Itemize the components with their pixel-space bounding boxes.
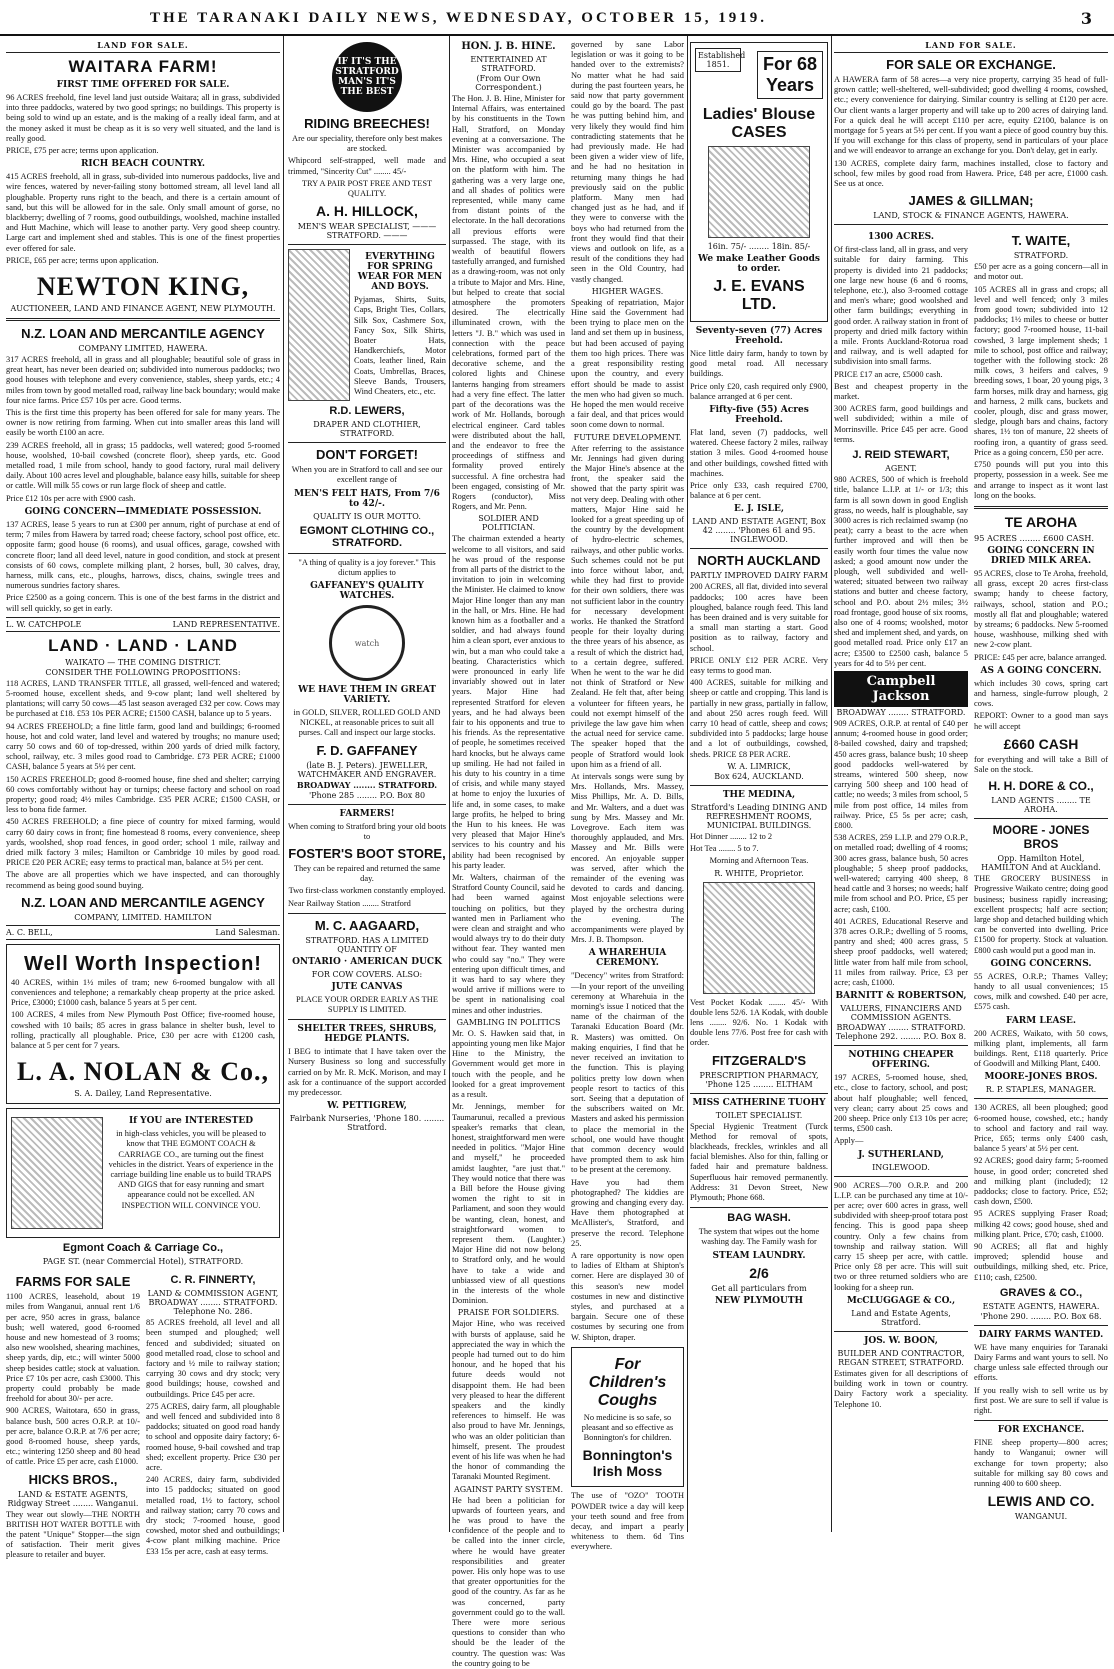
divider xyxy=(288,553,446,554)
ad-text: 200 ACRES, Waikato, with 50 cows, milking plant, implements, all farm buildings. Rent, £118 quarterly. Price of Goodwill and Milking Plant, £400. xyxy=(974,1028,1108,1069)
ad-title: RIDING BREECHES! xyxy=(304,116,430,131)
column-rule xyxy=(687,36,688,1532)
ad-text: 118 ACRES, LAND TRANSFER TITLE, all grassed, well-fenced and watered; 5-roomed house, excellent sheds, and 9-cow plant; land well sheltered by plantations; will carry 50 cows—45 last season averaged £32 per cow. Cows may be purchased at £18. £53 10s PER ACRE; £1500 CASH, balance up to 5 years. xyxy=(6,678,280,719)
ad-text: 1100 ACRES, leasehold, about 19 miles from Wanganui, annual rent 1/6 per acre, 950 acres in grass, balance bush; well watered, good 6-roomed house and new homestead of 3 rooms; also new woolshed, shearing machines, sheep yards, dip, etc.; will winter 5000 sheep besides cattle; stock at valuation. Price £7 10s per acre, cash £3000. This property could probably be made freehold for about 30/- per acre. xyxy=(6,1292,140,1404)
ad-sub: Land and Estate Agents, Stratford. xyxy=(851,1308,951,1327)
ad-text: Price £12 10s per acre with £900 cash. xyxy=(6,493,136,503)
ad-text: 100 ACRES, 4 miles from New Plymouth Post Office; five-roomed house, cowshed with 10 bails; 85 acres in grass balance in shelter bush, level to rolling, practically all ploughable. Price, £30 per acre with £1200 cash, balance at 5 per cent for 7 years. xyxy=(11,1010,275,1050)
ad-text: 538 ACRES, 259 L.I.P. and 279 O.R.P., on metalled road; dwelling of 4 rooms; 300 acres grass, balance bush, 50 acres ploughable; 5 sheep proof paddocks, well-watered; carrying 400 sheep, 8 head cattle and 3 horses; no weeds; half mile from school and P.O. Price, £5 per acre; cash, £100. xyxy=(834,833,968,914)
ad-subtitle: DAIRY FARMS WANTED. xyxy=(978,1329,1104,1340)
sig-name: A. C. BELL, xyxy=(6,927,53,937)
ad-sub: PARTLY IMPROVED DAIRY FARM xyxy=(690,571,828,581)
article-text: "Decency" writes from Stratford:—In your report of the unveiling ceremony at Wharehuia in the morning's issue I noticed that the name of the chairman of the Taranaki Education Board (Mr. R. Masters) was omitted. On making enquiries, I find that he never received an invitation to the function. This is playing politics pretty low down when people resort to tactics of this sort. Seeing that a deputation of the subscribers waited on Mr. Masters and asked his permission to place the memorial in the school, one would have thought that common decency would have prompted them to ask him to be present at the ceremony. xyxy=(571,971,684,1175)
divider xyxy=(834,1176,968,1177)
ad-subtitle: McCLUGGAGE & CO., xyxy=(846,1295,956,1306)
column-5 xyxy=(834,38,1108,1530)
ad-subtitle: NOTHING CHEAPER OFFERING. xyxy=(848,1050,954,1071)
article-subhead: HIGHER WAGES. xyxy=(591,286,664,296)
article-text: The Hon. J. B. Hine, Minister for Internal Affairs, was entertained by his constituents in the Town Hall, Stratford, on Monday evening at a conversazione. The Minister was accompanied by Mrs. Hine, who occupied a seat on the platform with him. The gathering was a very large one, and all shades of politics were represented, while many came from distant points of the electorate. In the hall decorations all previous efforts were surpassed. The stage, with its wealth of beautiful flowers tastefully arranged, and furnished as a drawing-room, was not only a tribute to Major and Mrs. Hine, but helped to create that social atmosphere the promoters desired. The electrically illuminated crown, with the letters "J. B." which was used in connection with the peace celebrations, formed part of the decorative scheme, and the colored lights and Chinese lanterns hanging from streamers had a very fine effect. The latter part of the decorations was the work of Mr. Hollands, borough electrical engineer. Card tables were distributed about the hall, and the endeavor to free the proceedings of stiffness and formality proved entirely successful. A fine orchestra had been engaged, consisting of Mr. Rogers (conductor), Miss Rogers, and Mr. Penn. xyxy=(452,94,565,512)
ad-text: When coming to Stratford bring your old boots to xyxy=(288,821,446,841)
ad-subtitle: THE MEDINA, xyxy=(722,789,796,800)
ad-sub: R. P. STAPLES, MANAGER. xyxy=(985,1085,1097,1095)
ad-title: FOSTER'S BOOT STORE, xyxy=(288,846,446,862)
ad-text: PRICE ONLY £12 PER ACRE. Very easy terms to good man. xyxy=(690,655,828,676)
ad-subtitle: E. J. ISLE, xyxy=(734,504,784,515)
ad-text: £750 pounds will put you into this property, possession in a week. See me and arrange to inspect as it wont last long on the books. xyxy=(974,460,1108,500)
ad-title: GRAVES & CO., xyxy=(999,1286,1083,1299)
carriage-illustration xyxy=(11,1117,103,1229)
newspaper-title: THE TARANAKI DAILY NEWS, WEDNESDAY, OCTOBER 15, 1919. xyxy=(150,10,768,26)
ad-text: Estimates given for all descriptions of building work in town or country. Dairy Factory work a speciality. Telephone 10. xyxy=(834,1368,968,1409)
divider xyxy=(974,1420,1108,1421)
ad-subtitle: W. PETTIGREW, xyxy=(327,1101,407,1112)
article-text: Mr. Jennings, member for Taumarunui, recalled a previous speaker's remarks that clean, honest, straightforward men were needed in politics. "Major Hine and myself," he proceeded amidst laughter, "are just that." They would notice that there was a Bill before the House giving women the right to sit in Parliament, and soon they would be wanting, clean, honest, and straightforward women to represent them. (Laughter.) Major Hine did not now belong to Stratford only, and he would have to take a wide and unbiassed view of all questions in the interests of the whole Dominion. xyxy=(452,1102,565,1306)
ad-sub: (late B. J. Peters). JEWELLER, WATCHMAKER AND ENGRAVER. xyxy=(297,760,437,779)
two-col-block xyxy=(6,1270,280,1562)
ad-subtitle: JUTE CANVAS xyxy=(331,981,403,992)
ad-text: 450 ACRES FREEHOLD; a fine piece of country for mixed farming, would carry 60 dairy cows in front; fine homestead 8 rooms, every convenience, sheep yards, woolshed, shop road fences, in good order; school 1 mile, railway and dried milk factory 3 miles; Hamilton or Cambridge 10 miles by good road. PRICE £20 PER ACRE; easy terms to practical man, balance at 5½ per cent. xyxy=(6,817,280,868)
article-text: Major Hine, who was received with bursts of applause, said he appreciated the way in which the people had turned out to do him honour, and he hoped that his future deeds would not disappoint them. He had been very pleased to hear the different speakers and the kindly references to himself. He was also proud to have Mr. Jennings, who was an older politician than himself, present. The proudest event of his life was when he had the honor of commanding the Taranaki Mounted Regiment. xyxy=(452,1319,565,1482)
ad-title: L. A. NOLAN & Co., xyxy=(16,1057,269,1087)
article-text: A rare opportunity is now open to ladies of Eltham at Shipton's corner. Here are displayed 30 of this season's new model costumes in new and distinctive styles, and purchased at a bargain. Secure one of these costumes by securing one from W. Shipton, draper. xyxy=(571,1250,684,1342)
ad-text: If you really wish to sell write us by first post. We are sure to sell if value is right. xyxy=(974,1385,1108,1416)
ad-text: PRICE: £45 per acre, balance arranged. xyxy=(974,652,1107,662)
divider xyxy=(288,804,446,805)
evans-ad xyxy=(690,42,828,322)
ad-text: 55 ACRES, O.R.P.; Thames Valley; handy to all usual conveniences; 15 cows, milk and cowshed. £40 per acre, £575 cash. xyxy=(974,971,1108,1012)
ad-text: WE have many enquiries for Taranaki Dairy Farms and want yours to sell. No charge unless sale effected through our efforts. xyxy=(974,1342,1108,1383)
ad-subtitle: FARMERS! xyxy=(339,808,395,819)
ad-text: Pyjamas, Shirts, Suits, Caps, Bright Ties, Collars, Silk Sox, Cashmere Sox, Fancy Sox, Silk Shirts, Boater Hats, Handkerchiefs, Motor Coats, leather lined, Rain Coats, Umbrellas, Braces, Sleeve Bands, Trousers, Wind Cheaters, etc., etc. xyxy=(354,295,446,397)
ad-sub: Stratford's Leading DINING AND REFRESHMENT ROOMS, MUNICIPAL BUILDINGS. xyxy=(690,802,828,830)
ad-text: for everything and will take a Bill of Sale on the stock. xyxy=(974,754,1108,774)
signature xyxy=(6,617,280,632)
divider xyxy=(288,1019,446,1020)
ad-text: 400 ACRES, suitable for milking and sheep or cattle and cropping. This land is partially in new grass, partially in fallow, and about 250 acres rough feed. Will carry 10 head of cattle, sheep and cows; subdivided into 5 paddocks; large house and a lot of outbuildings, cowshed, sheds. PRICE £8 PER ACRE. xyxy=(690,678,828,759)
divider xyxy=(974,506,1108,509)
article-headline: A WHAREHUIA CEREMONY. xyxy=(588,948,667,969)
ad-title: EGMONT CLOTHING CO., STRATFORD. xyxy=(299,524,435,549)
divider xyxy=(974,818,1108,819)
ad-title: WAITARA FARM! xyxy=(68,57,218,76)
divider xyxy=(288,442,446,443)
ad-title: LAND · LAND · LAND xyxy=(48,635,238,655)
divider xyxy=(690,1093,828,1094)
ad-sub: Fairbank Nurseries, 'Phone 180. ........ Stratford. xyxy=(289,1114,445,1133)
ad-sub: Box 624, AUCKLAND. xyxy=(714,771,804,781)
ad-text: 200 ACRES, all flat, divided into several paddocks; 100 acres have been ploughed, balance rough feed. This land has been drained and is very suitable for a small man starting a start. Good position as to railway, factory and school. xyxy=(690,582,828,653)
ad-subtitle: RICH BEACH COUNTRY. xyxy=(80,159,206,170)
ad-text: £50 per acre as a going concern—all in and motor out. xyxy=(974,262,1108,282)
ad-title: £660 CASH xyxy=(1003,735,1079,752)
ad-title: Bonnington's Irish Moss xyxy=(582,1447,673,1480)
ad-title: T. WAITE, xyxy=(1011,233,1071,249)
two-col-block xyxy=(288,249,446,401)
ad-text: Of first-class land, all in grass, and very suitable for dairy farming. This property is divided into 21 paddocks; one large new house (6 and 6 rooms, telephone, etc.), also 3-roomed cottage and men's whare; good woolshed and other farm buildings; everything in good order. A railway station in front of property and dried milk factory within a mile. Fronts Auckland-Rotorua road and railway, and is well adapted for subdivision into small farms. xyxy=(834,245,968,367)
ad-sub: QUALITY IS OUR MOTTO. xyxy=(313,511,421,521)
page-number: 3 xyxy=(1080,9,1092,28)
ad-subtitle: If YOU are INTERESTED xyxy=(128,1116,254,1127)
ad-sub: TOILET SPECIALIST. xyxy=(715,1110,803,1120)
article-text: After referring to the assistance Mr. Jennings had given during the Major Hine's absence at the front, the speaker said the showed that the party spirit was not very deep. Dealing with other matters, Major Hine said he looked for a great speeding up of the country by the development of hydro-electric schemes, railways, and other public works. Such schemes could not be put into force without labor, and, while they had first to provide for their own soldiers, there was not sufficient labor in the country for necessary development works. He thanked the Stratford people for their loyalty during the three years of his absence, as a result of which the district had, to a certain degree, suffered. When he went to the war he did not think of Stratford or New Zealand. He felt that, after being a volunteer for fifteen years, he could not exempt himself of the privilege the law gave him when the actual need for service came. The speaker hoped that the people of Stratford would look upon him as a friend of all. xyxy=(571,443,684,769)
divider xyxy=(834,1045,968,1046)
stratford-badge: IF IT'S THE STRATFORD MAN'S IT'S THE BEST xyxy=(332,42,402,112)
ad-subtitle: J. SUTHERLAND, xyxy=(858,1149,944,1160)
ad-title: N.Z. LOAN AND MERCANTILE AGENCY xyxy=(21,894,265,910)
ad-sub: PRESCRIPTION PHARMACY, 'Phone 125 ........ ELTHAM xyxy=(699,1070,819,1089)
ad-subtitle: WE HAVE THEM IN GREAT VARIETY. xyxy=(298,685,436,706)
ad-text: 85 ACRES freehold, all level and all been stumped and ploughed; well fenced and subdivided; situated on good metalled road, close to school and factory and ½ mile to railway station; carrying 30 cows and dry stock; very good buildings; house, cowshed and outbuildings. Price £45 per acre. xyxy=(146,1318,280,1399)
column-rule xyxy=(449,36,450,1532)
ad-text: Hot Tea ........ 5 to 7. xyxy=(690,844,759,854)
ad-sub: COMPANY LIMITED, HAWERA. xyxy=(78,344,208,354)
ad-sub: BROADWAY ........ STRATFORD. Telephone 292. ........ P.O. Box 8. xyxy=(835,1023,967,1042)
ad-title: H. H. DORE & CO., xyxy=(988,779,1094,794)
ad-text: 137 ACRES, lease 5 years to run at £300 per annum, right of purchase at end of term; 7 miles from Hawera by tarred road; cheese factory, school post office, etc. opposite farm; good house (6 rooms), and usual offices, garage, cowshed with concrete floor; land all deed level, nature in good condition, and stock at present consists of 60 cows, complete milking plant, 2 horses, bull, 30 calves, dray, harness, milk cans, etc., ploughs, harrows, discs, chains, swingle trees and numerous sundries factory shares. xyxy=(6,519,280,591)
ad-text: Best and cheapest property in the market. xyxy=(834,381,968,402)
ad-text: 92 ACRES; good dairy farm; 5-roomed house, in good order; concreted shed and milking plant (included); 12 paddocks; close to factory. Price, £52; cash down, £500. xyxy=(974,1156,1108,1207)
ad-sub: VALUERS, FINANCIERS AND COMMISSION AGENTS. xyxy=(840,1004,962,1023)
ad-text: 197 ACRES, 5-roomed house, shed, etc., close to factory, school, and post; about half ploughable; well fenced, very clean; carry about 25 cows and 200 sheep. Price only £13 10s per acre; terms, £500 cash. xyxy=(834,1073,968,1134)
article-text: Mr. O. S. Hawken said that, in appointing young men like Major Hine to the Ministry, the Government would get more in touch with the people, and he looked for a great improvement as a result. xyxy=(452,1028,565,1100)
column-rule xyxy=(283,36,284,1532)
ad-title: C. R. FINNERTY, xyxy=(170,1274,256,1287)
ad-text: which includes 30 cows, spring cart and harness, single-furrow plough, 2 cows. xyxy=(974,678,1108,709)
ad-title: LEWIS AND CO. xyxy=(987,1493,1095,1510)
divider xyxy=(288,244,446,245)
ad-title: TE AROHA xyxy=(1004,513,1078,530)
ad-subtitle: AS A GOING CONCERN. xyxy=(980,665,1102,676)
ad-sub: 95 ACRES ........ £600 CASH. xyxy=(974,532,1094,543)
ad-text: 900 ACRES, Waitotara, 650 in grass, balance bush, 500 acres O.R.P. at 10/- per acre, balance O.R.P. at 7/6 per acre; good 8-roomed house, sheep yards, etc.; wintering 1250 sheep and 80 head of cattle. Price £5 per acre, cash £1000. xyxy=(6,1406,140,1467)
divider xyxy=(834,1331,968,1332)
ad-sub: WANGANUI. xyxy=(1014,1512,1068,1522)
article-text: governed by sane Labor legislation or was it going to be handed over to the extremists? No matter what he had said during the past fourteen years, he said now that party government could go by the board. The past he was putting behind him, and very likely they would find him contradicting statements that he had previously made. He had been given a wider view of life, and he had no hesitation in returning many things he had previously said on the public platform. Many men had changed just as he had, and if they were to converse with the boys who had returned from the front they would find that their views and outlook on life, as a result of the conditions they had seen in the Old Country, had vastly changed. xyxy=(571,40,684,284)
ad-title: Well Worth Inspection! xyxy=(24,952,262,975)
ad-subtitle: NEW PLYMOUTH xyxy=(714,1295,804,1306)
ad-text: Whipcord self-strapped, well made and trimmed, "Sincerity Cut" ........ 45/- xyxy=(288,156,446,176)
ad-title: F. D. GAFFANEY xyxy=(316,742,418,758)
column-1 xyxy=(6,38,280,1560)
campbell-banner: Campbell Jackson xyxy=(834,671,968,707)
ad-sub: INGLEWOOD. xyxy=(872,1162,930,1172)
price: 2/6 xyxy=(749,1264,769,1281)
ad-sub: CONSIDER THE FOLLOWING PROPOSITIONS: xyxy=(45,667,241,677)
ad-text: The above are all properties which we have inspected, and can thoroughly recommend as being good sound buying. xyxy=(6,870,280,890)
ad-text: 95 ACRES, close to Te Aroha, freehold, all grass, except 20 acres first-class swamp; handy to cheese factory, railways, school, station and P.O.; mostly all flat and ploughable; watered by streams; 6 paddocks. New 5-roomed house, washhouse, milking shed with new 2-cow plant. xyxy=(974,568,1108,650)
ad-text: This is the first time this property has been offered for sale for many years. The owner is now retiring from farming. When cut into smaller areas this land will easily be worth £100 an acre. xyxy=(6,408,280,438)
column-3 xyxy=(452,38,684,1668)
watch-label: watch xyxy=(354,638,380,648)
ad-sub: LAND AND ESTATE AGENT, Box 42 ........ 'Phones 61 and 95. INGLEWOOD. xyxy=(692,517,826,545)
ad-text: They wear out slowly—THE NORTH BRITISH HOT WATER BOTTLE with the patent "Unique" Stopper—the sign of satisfaction. Their merit gives pleasure to retailer and buyer. xyxy=(6,1509,140,1560)
ad-sub: PAGE ST. (near Commercial Hotel), STRATFORD. xyxy=(42,1257,244,1267)
ad-text: A HAWERA farm of 58 acres—a very nice property, carrying 35 head of full-grown cattle; well-sheltered, well-subdivided; good dwelling 4 rooms, cowshed, etc.; every convenience for dairying. Similar country is selling at £120 per acre. Our client wants a larger property and will take up to 200 acres of dairying land. For a quick deal he will accept £110 per acre, equity £2100, balance is on mortgage for 5 years at 5½ per cent. If you want a piece of good country buy this. If you will exchange for this class of property, send in particulars of your place and we will endeavor to arrange an exchange for you. Don't delay, get in early. xyxy=(834,75,1108,156)
ad-title: FOR SALE OR EXCHANGE. xyxy=(886,57,1056,72)
ad-subtitle: FIRST TIME OFFERED FOR SALE. xyxy=(56,80,230,90)
ad-subtitle: SHELTER TREES, SHRUBS, HEDGE PLANTS. xyxy=(297,1024,437,1045)
ad-title: J. E. EVANS LTD. xyxy=(713,278,805,313)
ad-text: 401 ACRES, Educational Reserve and 378 acres O.R.P.; dwelling of 5 rooms, pantry and shed; 400 acres grass, 5 sheep proof paddocks, well watered; little water from half mile from school, 11 miles from railway. Price, £3 per acre; cash, £1000. xyxy=(834,916,968,988)
ad-box xyxy=(6,944,280,1104)
ad-title: NEWTON KING, xyxy=(36,272,250,302)
ad-sub: BUILDER AND CONTRACTOR, REGAN STREET, STRATFORD. xyxy=(837,1348,965,1367)
watch-illustration xyxy=(329,605,405,681)
ad-subtitle: MEN'S FELT HATS, From 7/6 to 42/-. xyxy=(294,488,440,509)
ad-text: Two first-class workmen constantly employed. xyxy=(288,886,446,896)
ad-title: J. REID STEWART, xyxy=(852,449,950,462)
article-text: At intervals songs were sung by Mrs. Hollands, Mrs. Massey, Miss Phillips, Mr. A. D. Bills, and Mr. Walters, and a duet was sung by Mrs. Massey and Mr. Lovegrove. Each item was thoroughly applauded, and Mrs. Massey and Mr. Bills were encored. An enjoyable supper was served, after which the remainder of the evening was devoted to cards and dancing. Most enjoyable selections were played by the orchestra during the evening. The accompaniments were played by Mrs. J. B. Thompson. xyxy=(571,772,684,945)
ad-subtitle: MOORE-JONES BROS. xyxy=(984,1072,1098,1083)
ad-subtitle: EVERYTHING FOR SPRING WEAR FOR MEN AND BOYS. xyxy=(357,252,443,293)
ad-subtitle: GOING CONCERN—IMMEDIATE POSSESSION. xyxy=(24,506,262,517)
sig-title: Land Salesman. xyxy=(215,927,280,937)
ad-text: 275 ACRES, dairy farm, all ploughable and well fenced and subdivided into 8 paddocks; situated on good road handy to school and opposite dairy factory; 6-roomed house, 9-bail cowshed and trap shed; excellent property. Price £30 per acre. xyxy=(146,1401,280,1473)
ad-subtitle: FOR EXCHANCE. xyxy=(997,1425,1085,1436)
ad-sub: 16in. 75/- ........ 18in. 85/- xyxy=(707,242,811,251)
ad-sub: STRATFORD. HAS A LIMITED QUANTITY OF xyxy=(305,935,429,954)
ad-text: No medicine is so safe, so pleasant and so effective as Bonnington's for children. xyxy=(581,1412,674,1443)
masthead xyxy=(0,0,1114,36)
divider xyxy=(288,913,446,914)
ad-sub: MEN'S WEAR SPECIALIST, ——— STRATFORD. ——— xyxy=(297,222,437,241)
ad-sub: S. A. Dailey, Land Representative. xyxy=(74,1089,212,1099)
ad-title: R.D. LEWERS, xyxy=(329,405,405,418)
ad-subtitle: GAFFANEY'S QUALITY WATCHES. xyxy=(310,581,424,602)
ad-text: 900 ACRES—700 O.R.P. and 200 L.I.P. can be purchased any time at 10/- per acre; over 600 acres in grass, well subdivided with sheep-proof totara post fencing. This is good papa sheep country. Only a few chains from township and railway station. Will carry 15 sheep per acre, with cattle. Price only £8 per acre. This will suit two or three returned soldiers who are looking for a sheep run. xyxy=(834,1180,968,1292)
ad-text: Nice little dairy farm, handy to town by good metal road. All necessary buildings. xyxy=(690,349,828,379)
ad-text: 95 ACRES supplying Fraser Road; milking 42 cows; good house, shed and milking plant. Price, £70; cash, £1000. xyxy=(974,1209,1108,1239)
ad-sub: AGENT. xyxy=(885,464,917,474)
ad-text: PRICE, £65 per acre; terms upon application. xyxy=(6,255,159,265)
ad-text: I BEG to intimate that I have taken over the Nursery Business so long and successfully carried on by Mr. R. McK. Morison, and may I ask for a continuance of the support accorded my predecessor. xyxy=(288,1047,446,1098)
divider xyxy=(690,785,828,786)
ad-sub: W. A. LIMRICK, xyxy=(727,761,791,771)
ad-text: Hot Dinner ........ 12 to 2 xyxy=(690,831,773,841)
column-2 xyxy=(288,38,446,1530)
sig-name: L. W. CATCHPOLE xyxy=(6,619,82,629)
ad-sub: LAND & COMMISSION AGENT, BROADWAY ........ STRATFORD. Telephone No. 286. xyxy=(147,1289,279,1317)
ad-text: PRICE, £75 per acre; terms upon application. xyxy=(6,146,159,156)
two-col-block xyxy=(834,229,1108,1522)
ad-text: in high-class vehicles, you will be pleased to know that THE EGMONT COACH & CARRIAGE CO., are turning out the finest vehicles in the district. Years of experience in the carriage building line enable us to build TRAPS AND GIGS that for easy running and smart appearance could not be excelled. AN INSPECTION WILL CONVINCE YOU. xyxy=(108,1129,274,1210)
ad-sub: BROADWAY ........ STRATFORD. xyxy=(296,779,438,790)
article-subhead: FUTURE DEVELOPMENT. xyxy=(573,432,682,442)
ad-sub: FOR COW COVERS. ALSO: xyxy=(311,969,423,979)
ad-text: 40 ACRES, within 1½ miles of tram; new 6-roomed bungalow with all conveniences and telephone; a remarkably cheap property at the price asked. Price, £3000; £1000 cash, balance 5 years at 5 per cent. xyxy=(11,977,275,1008)
ad-subtitle: GOING CONCERNS. xyxy=(990,958,1092,969)
article-text: The use of "OZO" TOOTH POWDER twice a day will keep your teeth sound and free from decay, and impart a pearly whiteness to them. 6d Tins everywhere. xyxy=(571,1491,684,1552)
ad-text: PLACE YOUR ORDER EARLY AS THE SUPPLY IS LIMITED. xyxy=(296,994,438,1015)
ad-text: 980 ACRES, 500 of which is freehold title, balance L.I.P. at 1/- or 1/3; this farm is all sown down in good English grass, no weeds, half is ploughable, say 3000 acres is rich reclaimed swamp (no peat); carry a beast to the acre when further improved and will then be easily worth four times the value now asked; a good amount now under the plough, well subdivided and well-watered; situated between two railway stations and butter and cheese factory, school and P.O. about 2½ miles; 3½ road frontage, good house of six rooms, also one of 4 rooms; woolshed, motor shed and implement shed, and yards, on good metalled road. Price only £17 an acre; £3500 to £2500 cash, balance 5 years for 4d to 5½ per cent. xyxy=(834,475,968,668)
article-right xyxy=(571,38,684,1552)
ad-sub: ESTATE AGENTS, HAWERA. xyxy=(982,1301,1100,1311)
section-head: LAND FOR SALE. xyxy=(6,40,280,53)
ad-subtitle: MISS CATHERINE TUOHY xyxy=(692,1097,826,1108)
ad-text: Price £2500 as a going concern. This is one of the best farms in the district and will sell quickly, so get in early. xyxy=(6,593,280,613)
sig-title: LAND REPRESENTATIVE. xyxy=(172,619,280,629)
ad-text: 909 ACRES, O.R.P. at rental of £40 per annum; 4-roomed house in good order; 8-bailed cowshed, dairy and trapshed; 450 acres grass, balance bush; 10 sheep good paddocks well-watered by streams, wintered 500 sheep, now carrying 500 sheep and 100 head of cattle; no weeds; 3 miles from school, 5 mile from post office, 14 miles from railway. Price, £5 5s per acre; cash, £800. xyxy=(834,718,968,830)
est-badge: Established 1851. xyxy=(695,48,741,72)
article-text: Speaking of repatriation, Major Hine said the Government had been trying to place men on the land and set them up in business, but had been accused of paying them too high prices. There was a great responsibility resting upon the country, and every effort should be made to assist the men who had given so much. He hoped the men would receive a fair deal, and that prices would soon come down to normal. xyxy=(571,297,684,430)
ad-text: Vest Pocket Kodak ........ 45/- With double lens 52/6. 1A Kodak, with double lens ........ 92/6. No. 1 Kodak with double lens 77/6. Post free for cash with order. xyxy=(690,997,828,1048)
ad-sub: R. WHITE, Proprietor. xyxy=(714,868,804,878)
ad-text: 90 ACRES; all flat and highly improved; splendid house and outbuildings, milking shed, etc. Price, £110; cash, £2500. xyxy=(974,1242,1108,1282)
column-rule xyxy=(831,36,832,1532)
kodak-illustration xyxy=(703,882,815,994)
ad-sub: LAND, STOCK & FINANCE AGENTS, HAWERA. xyxy=(873,211,1069,221)
ad-title: JAMES & GILLMAN; xyxy=(908,193,1034,209)
divider xyxy=(834,224,1108,225)
article-text: He had been a politician for upwards of fourteen years, and he was proud to have the confidence of the people and to be called into the inner circle, where he would have greater responsibilities and greater power. His only hope was to use that greater opportunities for the good of the country. As far as he was concerned, party government could go to the wall. There were more serious questions to consider than who should be the leader of the country. The question was: Was the country going to be xyxy=(452,1495,565,1668)
ad-sub: AUCTIONEER, LAND AND FINANCE AGENT, NEW PLYMOUTH. xyxy=(10,304,276,314)
article-subhead: PRAISE FOR SOLDIERS. xyxy=(457,1308,560,1318)
ad-text: Morning and Afternoon Teas. xyxy=(709,856,809,866)
ad-text: 94 ACRES FREEHOLD; a fine little farm, good land and buildings; 6-roomed house, hot and cold water, land level and watered by troughs; no manure used; carry 50 cows and 60 of top-dressed, within 200 yards of dried milk factory, school, railway, etc. 3 miles good road to Cambridge. £73 PER ACRE; £1000 CASH, balance 5 years at 5½ per cent. xyxy=(6,721,280,772)
ad-title: BAG WASH. xyxy=(727,1212,791,1225)
ad-text: 300 ACRES farm, good buildings and well subdivided; within a mile of Morrinsville. Price £45 per acre. Good terms. xyxy=(834,404,968,444)
article-left xyxy=(452,38,565,1668)
ad-subtitle: 1300 ACRES. xyxy=(868,232,934,243)
ad-subtitle: ONTARIO · AMERICAN DUCK xyxy=(292,956,442,967)
bonnington-ad xyxy=(571,1347,684,1488)
man-illustration xyxy=(288,249,350,401)
ad-sub: Opp. Hamilton Hotel, HAMILTON And at Auckland. xyxy=(981,854,1101,873)
ad-text: 130 ACRES, complete dairy farm, machines installed, close to factory and school, few miles by good road from Hawera. Price, £48 per acre, £1000 cash. See us at once. xyxy=(834,158,1108,189)
ad-text: 317 ACRES freehold, all in grass and all ploughable; beautiful sole of grass in great heart, has never been dearied on; subdivided into numerous paddocks; two good houses with telephone and every convenience, stables, sheep yards, etc.; 4 miles from town by good metalled road, railway line back boundary; would make four nice farms. Price £57 10s per acre. Good terms. xyxy=(6,355,280,405)
ad-text: They can be repaired and returned the same day. xyxy=(293,864,441,884)
ad-text: 130 ACRES, all been ploughed; good 6-roomed house, cowshed, etc.; handy to school and factory and rail way. Price, £65; terms only £400 cash, balance 5 years' at 5½ per cent. xyxy=(974,1103,1108,1154)
ad-subtitle: BARNITT & ROBERTSON, xyxy=(835,991,967,1002)
ad-title: NORTH AUCKLAND xyxy=(697,553,821,569)
ad-text: REPORT: Owner to a good man says he will accept xyxy=(974,711,1108,731)
ad-text: THE GROCERY BUSINESS in Progressive Waikato centre; doing good business; business rapidly increasing; excellent prospects; half acre section; large shop and detached building which can be converted into dwelling. Price £1500 for property. Stock at valuation. £800 cash would put a good man in. xyxy=(974,874,1108,955)
ad-sub: STRATFORD. xyxy=(1013,251,1069,261)
ad-title: MOORE - JONES BROS xyxy=(992,823,1090,852)
divider xyxy=(974,1098,1108,1099)
article-byline: (From Our Own Correspondent.) xyxy=(475,74,542,92)
ad-title: HICKS BROS., xyxy=(28,1471,118,1487)
ad-title: N.Z. LOAN AND MERCANTILE AGENCY xyxy=(21,326,265,342)
ad-text: Flat land, seven (7) paddocks, well watered. Cheese factory 2 miles, railway station 3 miles. Good 4-roomed house and other buildings, cowshed fitted with machines. xyxy=(690,428,828,478)
ad-text: Price only £20, cash required only £900, balance arranged at 6 per cent. xyxy=(690,381,828,401)
article-text: Mr. Walters, chairman of the Stratford County Council, said he had been warned against touching on politics, but they wanted men in Parliament who were clean and straight and who would always try to do their duty without fear. They wanted men who could say "no." They were entering upon difficult times, and it was hard to say where they would arrive if millions were to be spent in nationalising coal mines and other industries. xyxy=(452,873,565,1015)
ad-text: 240 ACRES, dairy farm, subdivided into 15 paddocks; situated on good metalled road, 1½ to factory, school and railway station; carry 70 cows and dry stock; 7-roomed house, good cowshed, motor shed and outbuildings; 4-cow plant milking machine. Price £33 15s per acre, cash at easy terms. xyxy=(146,1475,280,1556)
ad-title: A. H. HILLOCK, xyxy=(316,203,418,220)
ad-sub: 'Phone 290. ........ P.O. Box 68. xyxy=(980,1311,1102,1321)
ad-subtitle: JOS. W. BOON, xyxy=(864,1335,938,1346)
ad-text: 96 ACRES freehold, fine level land just outside Waitara; all in grass, subdivided into three paddocks, watered by two good springs; no buildings. This property is being sold to wind up an estate, and is the making of a really ideal farm, and at the money asked it must be cheap as it is so very well situated, and the land is really good. xyxy=(6,93,280,143)
ad-sub: DRAPER AND CLOTHIER, STRATFORD. xyxy=(313,420,421,439)
ad-title: FARMS FOR SALE xyxy=(15,1274,131,1290)
article-subhead: AGAINST PARTY SYSTEM. xyxy=(453,1484,564,1494)
ad-sub: LAND AGENTS ........ TE AROHA. xyxy=(991,796,1091,815)
ad-sub: BROADWAY ........ STRATFORD. xyxy=(836,707,966,717)
divider xyxy=(690,548,828,549)
ad-text: 415 ACRES freehold, all in grass, sub-divided into numerous paddocks, live and wire fences, watered by never-failing stony bottomed stream, all level land all ploughable. Property runs right to the beach, and there is a certain amount of sand, but this will be allowed for in the sale. Only small amount of gorse, no blackberry; dwelling of 7 rooms, good outbuildings, woolshed, machine installed and Hutt Machine, which will lease to another party. Very good sheep country. Large cart and implement shed and stables. This is one of the finest properties ever offered for sale. xyxy=(6,172,280,253)
ad-text: Special Hygienic Treatment (Turck Method for removal of spots, blackheads, freckles, wrinkles and all facial blemishes. Also for thin, falling or faded hair and premature baldness. Superfluous hair removed permanently. Address: 31 Devon Street, New Plymouth; Phone 668. xyxy=(690,1121,828,1202)
ad-sub: WAIKATO — THE COMING DISTRICT. xyxy=(65,657,221,667)
article-subhead: SOLDIER AND POLITICIAN. xyxy=(478,514,539,533)
ad-sub: LAND & ESTATE AGENTS, Ridgway Street ........ Wanganui. xyxy=(7,1489,139,1508)
ad-text: "A thing of quality is a joy forever." This dictum applies to xyxy=(298,557,436,577)
signature xyxy=(6,925,280,940)
ad-text: Are our speciality, therefore only best makes are stocked. xyxy=(292,134,442,154)
ad-sub: 'Phone 285 ........ P.O. Box 80 xyxy=(308,790,426,800)
ad-title: FITZGERALD'S xyxy=(711,1052,807,1068)
ad-text: When you are in Stratford to call and see our excellent range of xyxy=(291,465,443,485)
article-subhead: GAMBLING IN POLITICS xyxy=(456,1017,561,1027)
article-text: Have you had them photographed? The kiddies are growing and changing every day. Have them photographed at McAllister's, Stratford, and preserve the record. Telephone 25. xyxy=(571,1177,684,1248)
ad-subtitle: GOING CONCERN IN DRIED MILK AREA. xyxy=(987,545,1095,566)
ad-text: in GOLD, SILVER, ROLLED GOLD AND NICKEL, at reasonable prices to suit all purses. Call and inspect our large stocks. xyxy=(293,708,441,738)
ad-title: Ladies' Blouse CASES xyxy=(702,106,816,141)
ad-text: PRICE £17 an acre, £5000 cash. xyxy=(834,369,943,379)
ad-subtitle: STEAM LAUNDRY. xyxy=(712,1250,806,1261)
divider xyxy=(6,318,280,321)
article-text: The chairman extended a hearty welcome to all visitors, and said he was proud of the response from all parts of the district to the invitation to join in welcoming the Minister. He claimed to know Major Hine longer than any man in the hall, or Mrs. Hine. He had known him as a footballer and a soldier, and had always found him a clean sport, ever anxious to win, but a man who could take a beating. Characteristics which were pronounced in early life invariably showed out in later years. Major Hine had represented Stratford for eleven years, and he had always been fair to his opponents and true to his friends. As the representative of people, he sometimes received hard knocks, but he always came up smiling. He had not failed in his duty to his country in a time of crisis, and while many stayed at home to enjoy the luxuries of life and, in some cases, to make large profits, he helped to bring the Hun to his knees. He was very pleased that Major Hine's services to his country and his ability had been recognised by his party leader. xyxy=(452,534,565,870)
article-headline: HON. J. B. HINE. xyxy=(461,41,556,52)
ad-text: Apply— xyxy=(834,1136,864,1146)
column-4 xyxy=(690,38,828,1530)
ad-subtitle: Seventy-seven (77) Acres Freehold. xyxy=(695,326,823,346)
article-subhead: ENTERTAINED AT STRATFORD. xyxy=(470,55,547,73)
ad-title: DON'T FORGET! xyxy=(315,447,419,463)
ad-text: Near Railway Station ........ Stratford xyxy=(288,898,411,908)
divider xyxy=(974,1325,1108,1326)
ad-title: M. C. AAGAARD, xyxy=(314,917,420,933)
ad-title: For Children's Coughs xyxy=(588,1355,667,1409)
ad-text: 239 ACRES freehold, all in grass; 15 paddocks, well watered; good 5-roomed house, woolshed, 10-bail cowshed (concrete floor), sheep yards, etc. Good metalled road, 1 mile from school, handy to good factory, rural mail delivery daily. About 100 acres level and ploughable, balance easy hills, suitable for sheep or cattle. Will milk 55 cows or run large flock of sheep and cattle. xyxy=(6,440,280,491)
ad-subtitle: Fifty-five (55) Acres Freehold. xyxy=(709,405,809,426)
blouse-case-illustration xyxy=(708,146,810,238)
ad-subtitle: We make Leather Goods to order. xyxy=(698,254,820,274)
ad-title: Egmont Coach & Carriage Co., xyxy=(62,1242,224,1255)
ad-text: The system that wipes out the home washing day. The Family wash for xyxy=(698,1227,820,1247)
article-columns xyxy=(452,38,684,1668)
ad-subtitle: FARM LEASE. xyxy=(1005,1015,1077,1026)
ad-text: TRY A PAIR POST FREE AND TEST QUALITY. xyxy=(301,178,433,199)
ad-text: 105 ACRES all in grass and crops; all level and well fenced; only 3 miles from good town; subdivided into 12 paddocks; 1½ miles to cheese or butter factory; good 7-roomed house, 11-bail cowshed, 3 large implement sheds; 1 mile to school, post office and railway; together with the following stock: 28 milk cows, 3 heifers and calves, 9 breeding sows, 1 boar, 20 young pigs, 3 farm horses, milk dray and harness, gig and harness, 2 milk cans, buckets and cooler, plough, disc and grass mower, sledge, plough bars and chains, factory shares, 1½ ton of manure, 22 sheets of roofing iron, a quantity of grass seed. Price as a going concern, £50 per acre. xyxy=(974,284,1108,457)
ad-title: For 68 Years xyxy=(757,51,823,99)
ad-box xyxy=(6,1108,280,1238)
ad-text: FINE sheep property—800 acres; handy to Wanganui; owner will exchange for town property; also suitable for milking say 80 cows and running 400 to 600 sheep. xyxy=(974,1438,1108,1489)
ad-sub: Get all particulars from xyxy=(711,1283,807,1293)
ad-text: 150 ACRES FREEHOLD; good 8-roomed house, fine shed and shelter; carrying 60 cows comfortably without hay or turnips; cheese factory and school on road property; good road; 4½ miles Cambridge. £35 PER ACRE; £1500 CASH, or less to bona fide farmer. xyxy=(6,774,280,815)
ad-sub: COMPANY, LIMITED. HAMILTON xyxy=(74,912,212,922)
ad-text: Price only £33, cash required £700, balance at 6 per cent. xyxy=(690,481,828,501)
divider xyxy=(690,1207,828,1208)
section-head: LAND FOR SALE. xyxy=(834,40,1108,53)
